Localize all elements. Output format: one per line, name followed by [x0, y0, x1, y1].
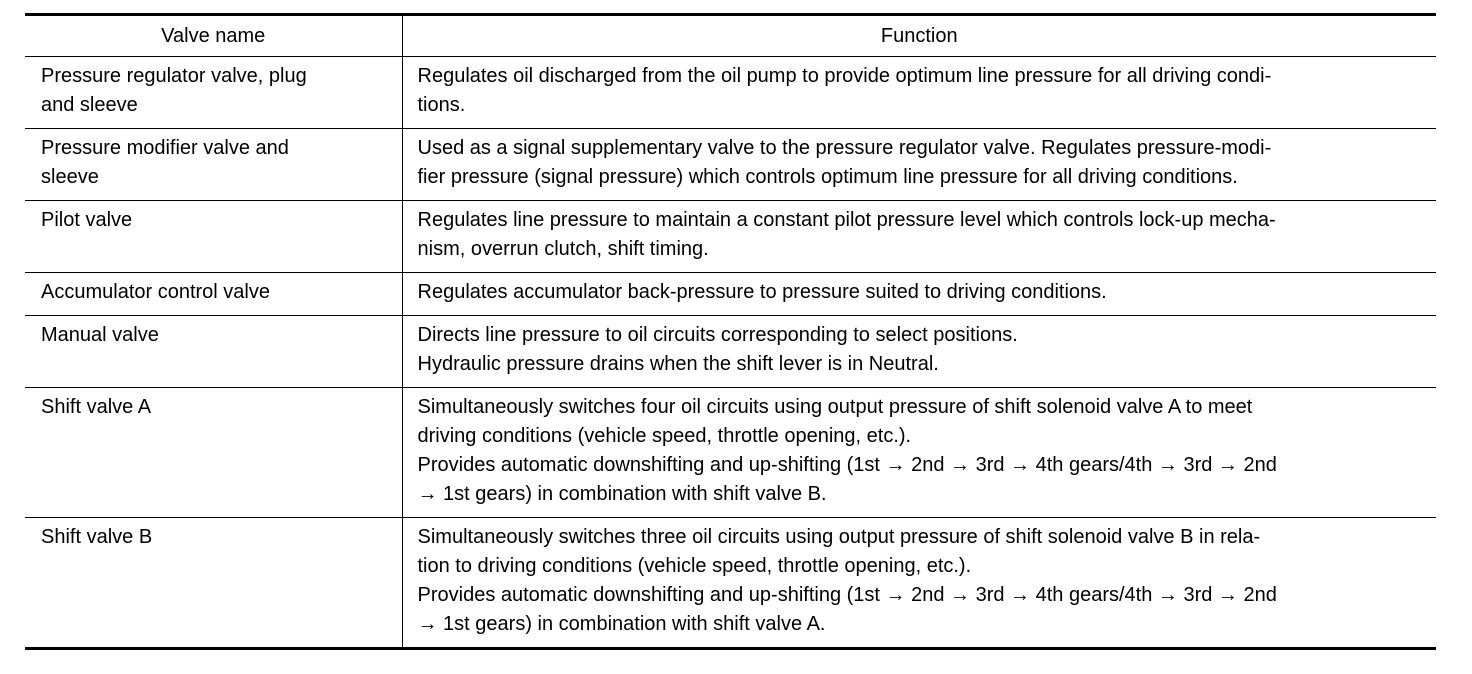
function-line: Hydraulic pressure drains when the shift lever is in Neutral.: [417, 353, 939, 375]
function-cell: [402, 129, 1436, 201]
function-line: nism, overrun clutch, shift timing.: [417, 238, 709, 260]
table-header: [25, 15, 1436, 57]
valve-name-cell: [25, 201, 402, 273]
function-line: → 1st gears) in combination with shift valve B.: [417, 483, 827, 505]
function-line: Used as a signal supplementary valve to the pressure regulator valve. Regulates pressure-modi-: [417, 137, 1272, 159]
valve-name-line: Pressure modifier valve and: [41, 137, 289, 159]
function-line: fier pressure (signal pressure) which controls optimum line pressure for all driving conditions.: [417, 166, 1238, 188]
table-row: [25, 273, 1436, 316]
valve-function-table: [25, 13, 1436, 650]
function-line: Directs line pressure to oil circuits corresponding to select positions.: [417, 324, 1018, 346]
function-line: tion to driving conditions (vehicle speed, throttle opening, etc.).: [417, 555, 972, 577]
table-row: [25, 129, 1436, 201]
valve-function-table-container: [25, 13, 1436, 650]
valve-name-cell: [25, 57, 402, 129]
function-line: Regulates accumulator back-pressure to pressure suited to driving conditions.: [417, 281, 1107, 303]
table-row: [25, 57, 1436, 129]
valve-name-cell: [25, 316, 402, 388]
function-cell: [402, 518, 1436, 649]
function-line: tions.: [417, 94, 466, 116]
valve-name-line: sleeve: [41, 166, 99, 188]
valve-name-cell: [25, 518, 402, 649]
column-header-function: Function: [402, 15, 1436, 57]
function-line: Provides automatic downshifting and up-shifting (1st → 2nd → 3rd → 4th gears/4th → 3rd → 2nd: [417, 454, 1277, 476]
valve-name-cell: [25, 273, 402, 316]
valve-name-line: and sleeve: [41, 94, 138, 116]
valve-name-line: Manual valve: [41, 324, 159, 346]
table-row: [25, 388, 1436, 518]
function-line: Provides automatic downshifting and up-shifting (1st → 2nd → 3rd → 4th gears/4th → 3rd → 2nd: [417, 584, 1277, 606]
function-cell: [402, 201, 1436, 273]
column-header-valve-name: Valve name: [25, 15, 402, 57]
function-cell: [402, 273, 1436, 316]
function-cell: [402, 316, 1436, 388]
function-line: → 1st gears) in combination with shift valve A.: [417, 613, 826, 635]
valve-name-line: Shift valve A: [41, 396, 152, 418]
table-row: [25, 316, 1436, 388]
function-cell: [402, 57, 1436, 129]
valve-name-cell: [25, 388, 402, 518]
valve-name-line: Accumulator control valve: [41, 281, 270, 303]
valve-name-line: Shift valve B: [41, 526, 153, 548]
header-row: [25, 15, 1436, 57]
function-line: Simultaneously switches three oil circuits using output pressure of shift solenoid valve B in rela-: [417, 526, 1261, 548]
function-cell: [402, 388, 1436, 518]
table-row: [25, 201, 1436, 273]
function-line: Regulates oil discharged from the oil pump to provide optimum line pressure for all driving condi-: [417, 65, 1272, 87]
valve-name-cell: [25, 129, 402, 201]
valve-name-line: Pilot valve: [41, 209, 133, 231]
valve-name-line: Pressure regulator valve, plug: [41, 65, 307, 87]
function-line: Regulates line pressure to maintain a constant pilot pressure level which controls lock-up mecha-: [417, 209, 1276, 231]
function-line: Simultaneously switches four oil circuits using output pressure of shift solenoid valve A to meet: [417, 396, 1253, 418]
table-body: [25, 57, 1436, 649]
table-row: [25, 518, 1436, 649]
function-line: driving conditions (vehicle speed, throttle opening, etc.).: [417, 425, 912, 447]
